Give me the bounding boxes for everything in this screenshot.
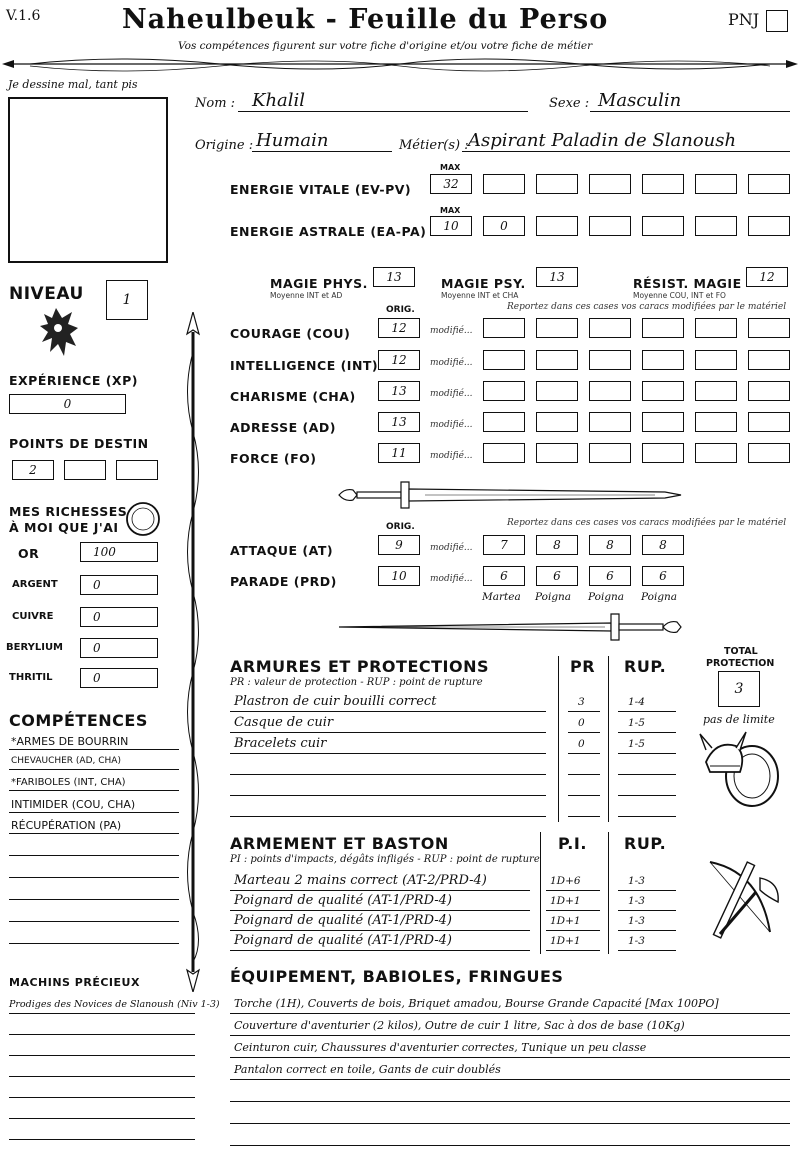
carac-orig-box[interactable]: 13 <box>378 412 420 432</box>
attaque-mod-box[interactable]: 8 <box>589 535 631 555</box>
armure-pr-line[interactable] <box>568 757 600 775</box>
armure-name-line[interactable] <box>230 736 546 754</box>
nom-label: Nom : <box>195 96 236 111</box>
richesses-label-2: À MOI QUE J'AI <box>9 520 119 535</box>
carac-mod-box[interactable] <box>642 350 684 370</box>
metier-label: Métier(s) : <box>399 138 469 153</box>
weapon-pi-line[interactable] <box>546 913 600 931</box>
armure-name-line[interactable] <box>230 715 546 733</box>
destin-box[interactable] <box>116 460 158 480</box>
pnj-label: PNJ <box>728 10 760 29</box>
carac-label: CHARISME (CHA) <box>230 389 356 404</box>
weapons-icon <box>690 852 790 952</box>
carac-mod-box[interactable] <box>748 443 790 463</box>
carac-mod-box[interactable] <box>536 443 578 463</box>
modifie-label: modifié... <box>430 358 473 368</box>
carac-orig-box[interactable]: 13 <box>378 381 420 401</box>
weapon-column-label: Poigna <box>588 591 625 603</box>
nom-field[interactable] <box>238 92 528 112</box>
resist-magie-box[interactable]: 12 <box>746 267 788 287</box>
origine-label: Origine : <box>195 138 254 153</box>
ev-max-label: MAX <box>440 163 461 172</box>
carac-mod-box[interactable] <box>642 318 684 338</box>
competence-item: *FARIBOLES (INT, CHA) <box>11 777 126 788</box>
competence-line[interactable] <box>9 862 179 878</box>
competence-line[interactable] <box>9 734 179 750</box>
machin-line[interactable] <box>9 998 220 1014</box>
armure-pr-line[interactable] <box>568 694 600 712</box>
armures-title: ARMURES ET PROTECTIONS <box>230 657 489 676</box>
armures-divider <box>608 656 609 822</box>
equipement-line[interactable] <box>230 1018 790 1036</box>
ea-max-box[interactable]: 10 <box>430 216 472 236</box>
magie-phys-box[interactable]: 13 <box>373 267 415 287</box>
armure-name-line[interactable] <box>230 694 546 712</box>
armures-col-pr: PR <box>570 657 596 676</box>
coin-icon <box>124 500 162 538</box>
metier-value: Aspirant Paladin de Slanoush <box>468 130 737 151</box>
carac-mod-box[interactable] <box>695 318 737 338</box>
weapon-rup: 1-3 <box>628 915 645 927</box>
weapon-name-line[interactable] <box>230 913 530 931</box>
parade-orig-box[interactable]: 10 <box>378 566 420 586</box>
competence-line[interactable] <box>9 906 179 922</box>
shield-helmet-icon <box>696 726 786 812</box>
carac-orig-box[interactable]: 12 <box>378 318 420 338</box>
magie-psy-box[interactable]: 13 <box>536 267 578 287</box>
ev-box[interactable] <box>642 174 684 194</box>
ea-label: ENERGIE ASTRALE (EA-PA) <box>230 224 427 239</box>
equipement-item: Pantalon correct en toile, Gants de cuir doublés <box>234 1063 501 1076</box>
armement-divider <box>608 832 609 954</box>
attaque-label: ATTAQUE (AT) <box>230 543 334 558</box>
protection-label: PROTECTION <box>706 658 775 669</box>
armure-rup: 1-5 <box>628 738 645 750</box>
equipement-line[interactable] <box>230 1106 790 1124</box>
parade-mod-box[interactable]: 6 <box>642 566 684 586</box>
carac-mod-box[interactable] <box>642 412 684 432</box>
competence-item: *ARMES DE BOURRIN <box>11 735 129 748</box>
xp-label: EXPÉRIENCE (XP) <box>9 373 138 388</box>
competence-item: CHEVAUCHER (AD, CHA) <box>11 756 121 766</box>
berylium-label: BERYLIUM <box>6 642 64 653</box>
destin-box[interactable]: 2 <box>12 460 54 480</box>
armure-name: Bracelets cuir <box>234 736 327 751</box>
origine-value: Humain <box>256 130 329 151</box>
thritil-box[interactable]: 0 <box>80 668 158 688</box>
modifie-label: modifié... <box>430 420 473 430</box>
ea-box[interactable] <box>589 216 631 236</box>
sexe-field[interactable] <box>590 92 790 112</box>
thritil-label: THRITIL <box>9 672 53 683</box>
armement-sub: PI : points d'impacts, dégâts infligés - RUP : point de rupture <box>230 854 540 865</box>
caracs-note: Reportez dans ces cases vos caracs modifiées par le matériel <box>507 302 787 312</box>
armure-pr-line[interactable] <box>568 778 600 796</box>
parade-mod-box[interactable]: 6 <box>536 566 578 586</box>
carac-mod-box[interactable] <box>483 381 525 401</box>
machin-line[interactable] <box>9 1019 195 1035</box>
resist-magie-sub: Moyenne COU, INT et FO <box>633 291 726 300</box>
equipement-line[interactable] <box>230 996 790 1014</box>
carac-mod-box[interactable] <box>748 318 790 338</box>
magie-phys-label: MAGIE PHYS. <box>270 276 368 291</box>
weapon-rup: 1-3 <box>628 875 645 887</box>
carac-mod-box[interactable] <box>748 412 790 432</box>
modifie-label: modifié... <box>430 543 473 553</box>
total-protection-box[interactable]: 3 <box>718 671 760 707</box>
attaque-mod-box[interactable]: 7 <box>483 535 525 555</box>
machin-item: Prodiges des Novices de Slanoush (Niv 1-3) <box>9 999 220 1010</box>
carac-mod-box[interactable] <box>642 443 684 463</box>
carac-mod-box[interactable] <box>536 412 578 432</box>
modifie-label: modifié... <box>430 326 473 336</box>
parade-mod-box[interactable]: 6 <box>589 566 631 586</box>
carac-mod-box[interactable] <box>695 381 737 401</box>
argent-box[interactable]: 0 <box>80 575 158 595</box>
carac-mod-box[interactable] <box>695 350 737 370</box>
orig-label: ORIG. <box>386 305 415 315</box>
armure-pr: 0 <box>578 738 585 750</box>
armures-divider <box>558 656 559 822</box>
machin-line[interactable] <box>9 1103 195 1119</box>
competence-line[interactable] <box>9 818 179 834</box>
weapon-column-label: Poigna <box>535 591 572 603</box>
armure-rup: 1-5 <box>628 717 645 729</box>
weapon-rup-line[interactable] <box>618 913 676 931</box>
carac-mod-box[interactable] <box>483 318 525 338</box>
armure-pr: 0 <box>578 717 585 729</box>
spear-illustration <box>178 312 208 992</box>
page-subtitle: Vos compétences figurent sur votre fiche d'origine et/ou votre fiche de métier <box>178 40 593 52</box>
carac-label: COURAGE (COU) <box>230 326 351 341</box>
argent-label: ARGENT <box>12 579 58 590</box>
combat-orig-label: ORIG. <box>386 522 415 532</box>
weapon-pi: 1D+1 <box>550 935 581 947</box>
armure-pr-line[interactable] <box>568 799 600 817</box>
armure-name-line[interactable] <box>230 799 546 817</box>
machins-title: MACHINS PRÉCIEUX <box>9 976 140 989</box>
armement-title: ARMEMENT ET BASTON <box>230 834 449 853</box>
ea-box[interactable] <box>748 216 790 236</box>
equipement-line[interactable] <box>230 1062 790 1080</box>
modifie-label: modifié... <box>430 574 473 584</box>
competence-item: RÉCUPÉRATION (PA) <box>11 819 122 832</box>
weapon-name: Marteau 2 mains correct (AT-2/PRD-4) <box>234 873 487 888</box>
equipement-title: ÉQUIPEMENT, BABIOLES, FRINGUES <box>230 967 564 986</box>
armure-pr: 3 <box>578 696 585 708</box>
weapon-name-line[interactable] <box>230 873 530 891</box>
ea-box[interactable] <box>642 216 684 236</box>
weapon-pi: 1D+1 <box>550 895 581 907</box>
portrait-caption: Je dessine mal, tant pis <box>8 78 138 91</box>
weapon-pi-line[interactable] <box>546 933 600 951</box>
weapon-name: Poignard de qualité (AT-1/PRD-4) <box>234 913 452 928</box>
ev-label: ENERGIE VITALE (EV-PV) <box>230 182 412 197</box>
carac-mod-box[interactable] <box>536 350 578 370</box>
armure-name-line[interactable] <box>230 757 546 775</box>
parade-label: PARADE (PRD) <box>230 574 337 589</box>
resist-magie-label: RÉSIST. MAGIE <box>633 276 742 291</box>
carac-mod-box[interactable] <box>483 443 525 463</box>
carac-mod-box[interactable] <box>536 318 578 338</box>
armement-divider <box>540 832 541 954</box>
ev-box[interactable] <box>748 174 790 194</box>
carac-orig-box[interactable]: 12 <box>378 350 420 370</box>
armure-name-line[interactable] <box>230 778 546 796</box>
combat-note: Reportez dans ces cases vos caracs modifiées par le matériel <box>507 518 787 528</box>
carac-mod-box[interactable] <box>589 318 631 338</box>
carac-mod-box[interactable] <box>483 412 525 432</box>
carac-mod-box[interactable] <box>748 350 790 370</box>
competence-item: INTIMIDER (COU, CHA) <box>11 798 136 811</box>
destin-box[interactable] <box>64 460 106 480</box>
berylium-box[interactable]: 0 <box>80 638 158 658</box>
weapon-name-line[interactable] <box>230 933 530 951</box>
carac-mod-box[interactable] <box>642 381 684 401</box>
machin-line[interactable] <box>9 1124 195 1140</box>
armure-rup: 1-4 <box>628 696 645 708</box>
niveau-label: NIVEAU <box>9 284 84 304</box>
weapon-name-line[interactable] <box>230 893 530 911</box>
armement-col-rup: RUP. <box>624 834 667 853</box>
weapon-pi-line[interactable] <box>546 873 600 891</box>
carac-mod-box[interactable] <box>695 443 737 463</box>
xp-box[interactable]: 0 <box>9 394 126 414</box>
competence-line[interactable] <box>9 754 179 770</box>
machin-line[interactable] <box>9 1040 195 1056</box>
pnj-checkbox[interactable] <box>766 10 788 32</box>
sexe-label: Sexe : <box>549 96 590 111</box>
carac-mod-box[interactable] <box>589 350 631 370</box>
armure-name: Plastron de cuir bouilli correct <box>234 694 437 709</box>
attaque-mod-box[interactable]: 8 <box>536 535 578 555</box>
carac-mod-box[interactable] <box>748 381 790 401</box>
equipement-item: Torche (1H), Couverts de bois, Briquet amadou, Bourse Grande Capacité [Max 100PO] <box>234 997 719 1010</box>
carac-orig-box[interactable]: 11 <box>378 443 420 463</box>
ev-box[interactable] <box>589 174 631 194</box>
machin-line[interactable] <box>9 1061 195 1077</box>
carac-label: ADRESSE (AD) <box>230 420 337 435</box>
ea-box[interactable] <box>695 216 737 236</box>
magie-psy-label: MAGIE PSY. <box>441 276 526 291</box>
total-label: TOTAL <box>724 646 758 657</box>
carac-mod-box[interactable] <box>589 381 631 401</box>
modifie-label: modifié... <box>430 389 473 399</box>
carac-label: FORCE (FO) <box>230 451 317 466</box>
carac-label: INTELLIGENCE (INT) <box>230 358 379 373</box>
competences-title: COMPÉTENCES <box>9 711 148 730</box>
weapon-column-label: Poigna <box>641 591 678 603</box>
portrait-box[interactable] <box>8 97 168 263</box>
ev-box[interactable] <box>483 174 525 194</box>
weapon-name: Poignard de qualité (AT-1/PRD-4) <box>234 933 452 948</box>
weapon-rup: 1-3 <box>628 895 645 907</box>
attaque-orig-box[interactable]: 9 <box>378 535 420 555</box>
carac-mod-box[interactable] <box>589 412 631 432</box>
or-box[interactable]: 100 <box>80 542 158 562</box>
ea-max-label: MAX <box>440 206 461 215</box>
page-title: Naheulbeuk - Feuille du Perso <box>122 4 609 35</box>
equipement-line[interactable] <box>230 1040 790 1058</box>
carac-mod-box[interactable] <box>536 381 578 401</box>
sexe-value: Masculin <box>598 90 682 111</box>
parade-mod-box[interactable]: 6 <box>483 566 525 586</box>
armure-rup-line[interactable] <box>618 799 676 817</box>
armure-rup-line[interactable] <box>618 715 676 733</box>
carac-mod-box[interactable] <box>695 412 737 432</box>
weapon-rup-line[interactable] <box>618 933 676 951</box>
armures-col-rup: RUP. <box>624 657 667 676</box>
armures-sub: PR : valeur de protection - RUP : point de rupture <box>230 677 483 688</box>
armure-pr-line[interactable] <box>568 715 600 733</box>
attaque-mod-box[interactable]: 8 <box>642 535 684 555</box>
competence-line[interactable] <box>9 775 179 791</box>
nom-value: Khalil <box>252 90 306 111</box>
carac-mod-box[interactable] <box>483 350 525 370</box>
ea-box[interactable] <box>536 216 578 236</box>
equipement-item: Ceinturon cuir, Chaussures d'aventurier correctes, Tunique un peu classe <box>234 1041 647 1054</box>
origine-field[interactable] <box>252 132 392 152</box>
magie-phys-sub: Moyenne INT et AD <box>270 291 343 300</box>
ev-box[interactable] <box>695 174 737 194</box>
sword-illustration <box>335 610 685 644</box>
weapon-pi-line[interactable] <box>546 893 600 911</box>
armement-col-pi: P.I. <box>558 834 587 853</box>
competence-line[interactable] <box>9 884 179 900</box>
armure-rup-line[interactable] <box>618 694 676 712</box>
competence-line[interactable] <box>9 840 179 856</box>
competence-line[interactable] <box>9 928 179 944</box>
metier-field[interactable] <box>462 132 790 152</box>
armure-rup-line[interactable] <box>618 757 676 775</box>
competence-line[interactable] <box>9 797 179 813</box>
sword-illustration <box>335 478 685 512</box>
ev-max-box[interactable]: 32 <box>430 174 472 194</box>
niveau-box[interactable]: 1 <box>106 280 148 320</box>
header-divider-ornament <box>0 52 800 78</box>
equipement-line[interactable] <box>230 1128 790 1146</box>
equipement-item: Couverture d'aventurier (2 kilos), Outre de cuir 1 litre, Sac à dos de base (10Kg) <box>234 1019 685 1032</box>
equipement-line[interactable] <box>230 1084 790 1102</box>
weapon-pi: 1D+1 <box>550 915 581 927</box>
limit-note: pas de limite <box>703 713 775 726</box>
armure-pr-line[interactable] <box>568 736 600 754</box>
ev-box[interactable] <box>536 174 578 194</box>
cuivre-box[interactable]: 0 <box>80 607 158 627</box>
ea-box[interactable]: 0 <box>483 216 525 236</box>
modifie-label: modifié... <box>430 451 473 461</box>
weapon-name: Poignard de qualité (AT-1/PRD-4) <box>234 893 452 908</box>
armure-name: Casque de cuir <box>234 715 334 730</box>
cuivre-label: CUIVRE <box>12 611 54 622</box>
weapon-rup-line[interactable] <box>618 893 676 911</box>
richesses-label-1: MES RICHESSES <box>9 504 128 519</box>
armure-rup-line[interactable] <box>618 736 676 754</box>
version-label: V.1.6 <box>6 8 41 24</box>
weapon-pi: 1D+6 <box>550 875 581 887</box>
carac-mod-box[interactable] <box>589 443 631 463</box>
dragon-icon <box>34 304 80 360</box>
weapon-rup: 1-3 <box>628 935 645 947</box>
armure-rup-line[interactable] <box>618 778 676 796</box>
weapon-column-label: Martea <box>482 591 521 603</box>
machin-line[interactable] <box>9 1082 195 1098</box>
or-label: OR <box>18 546 40 561</box>
weapon-rup-line[interactable] <box>618 873 676 891</box>
magie-psy-sub: Moyenne INT et CHA <box>441 291 519 300</box>
destin-label: POINTS DE DESTIN <box>9 436 149 451</box>
